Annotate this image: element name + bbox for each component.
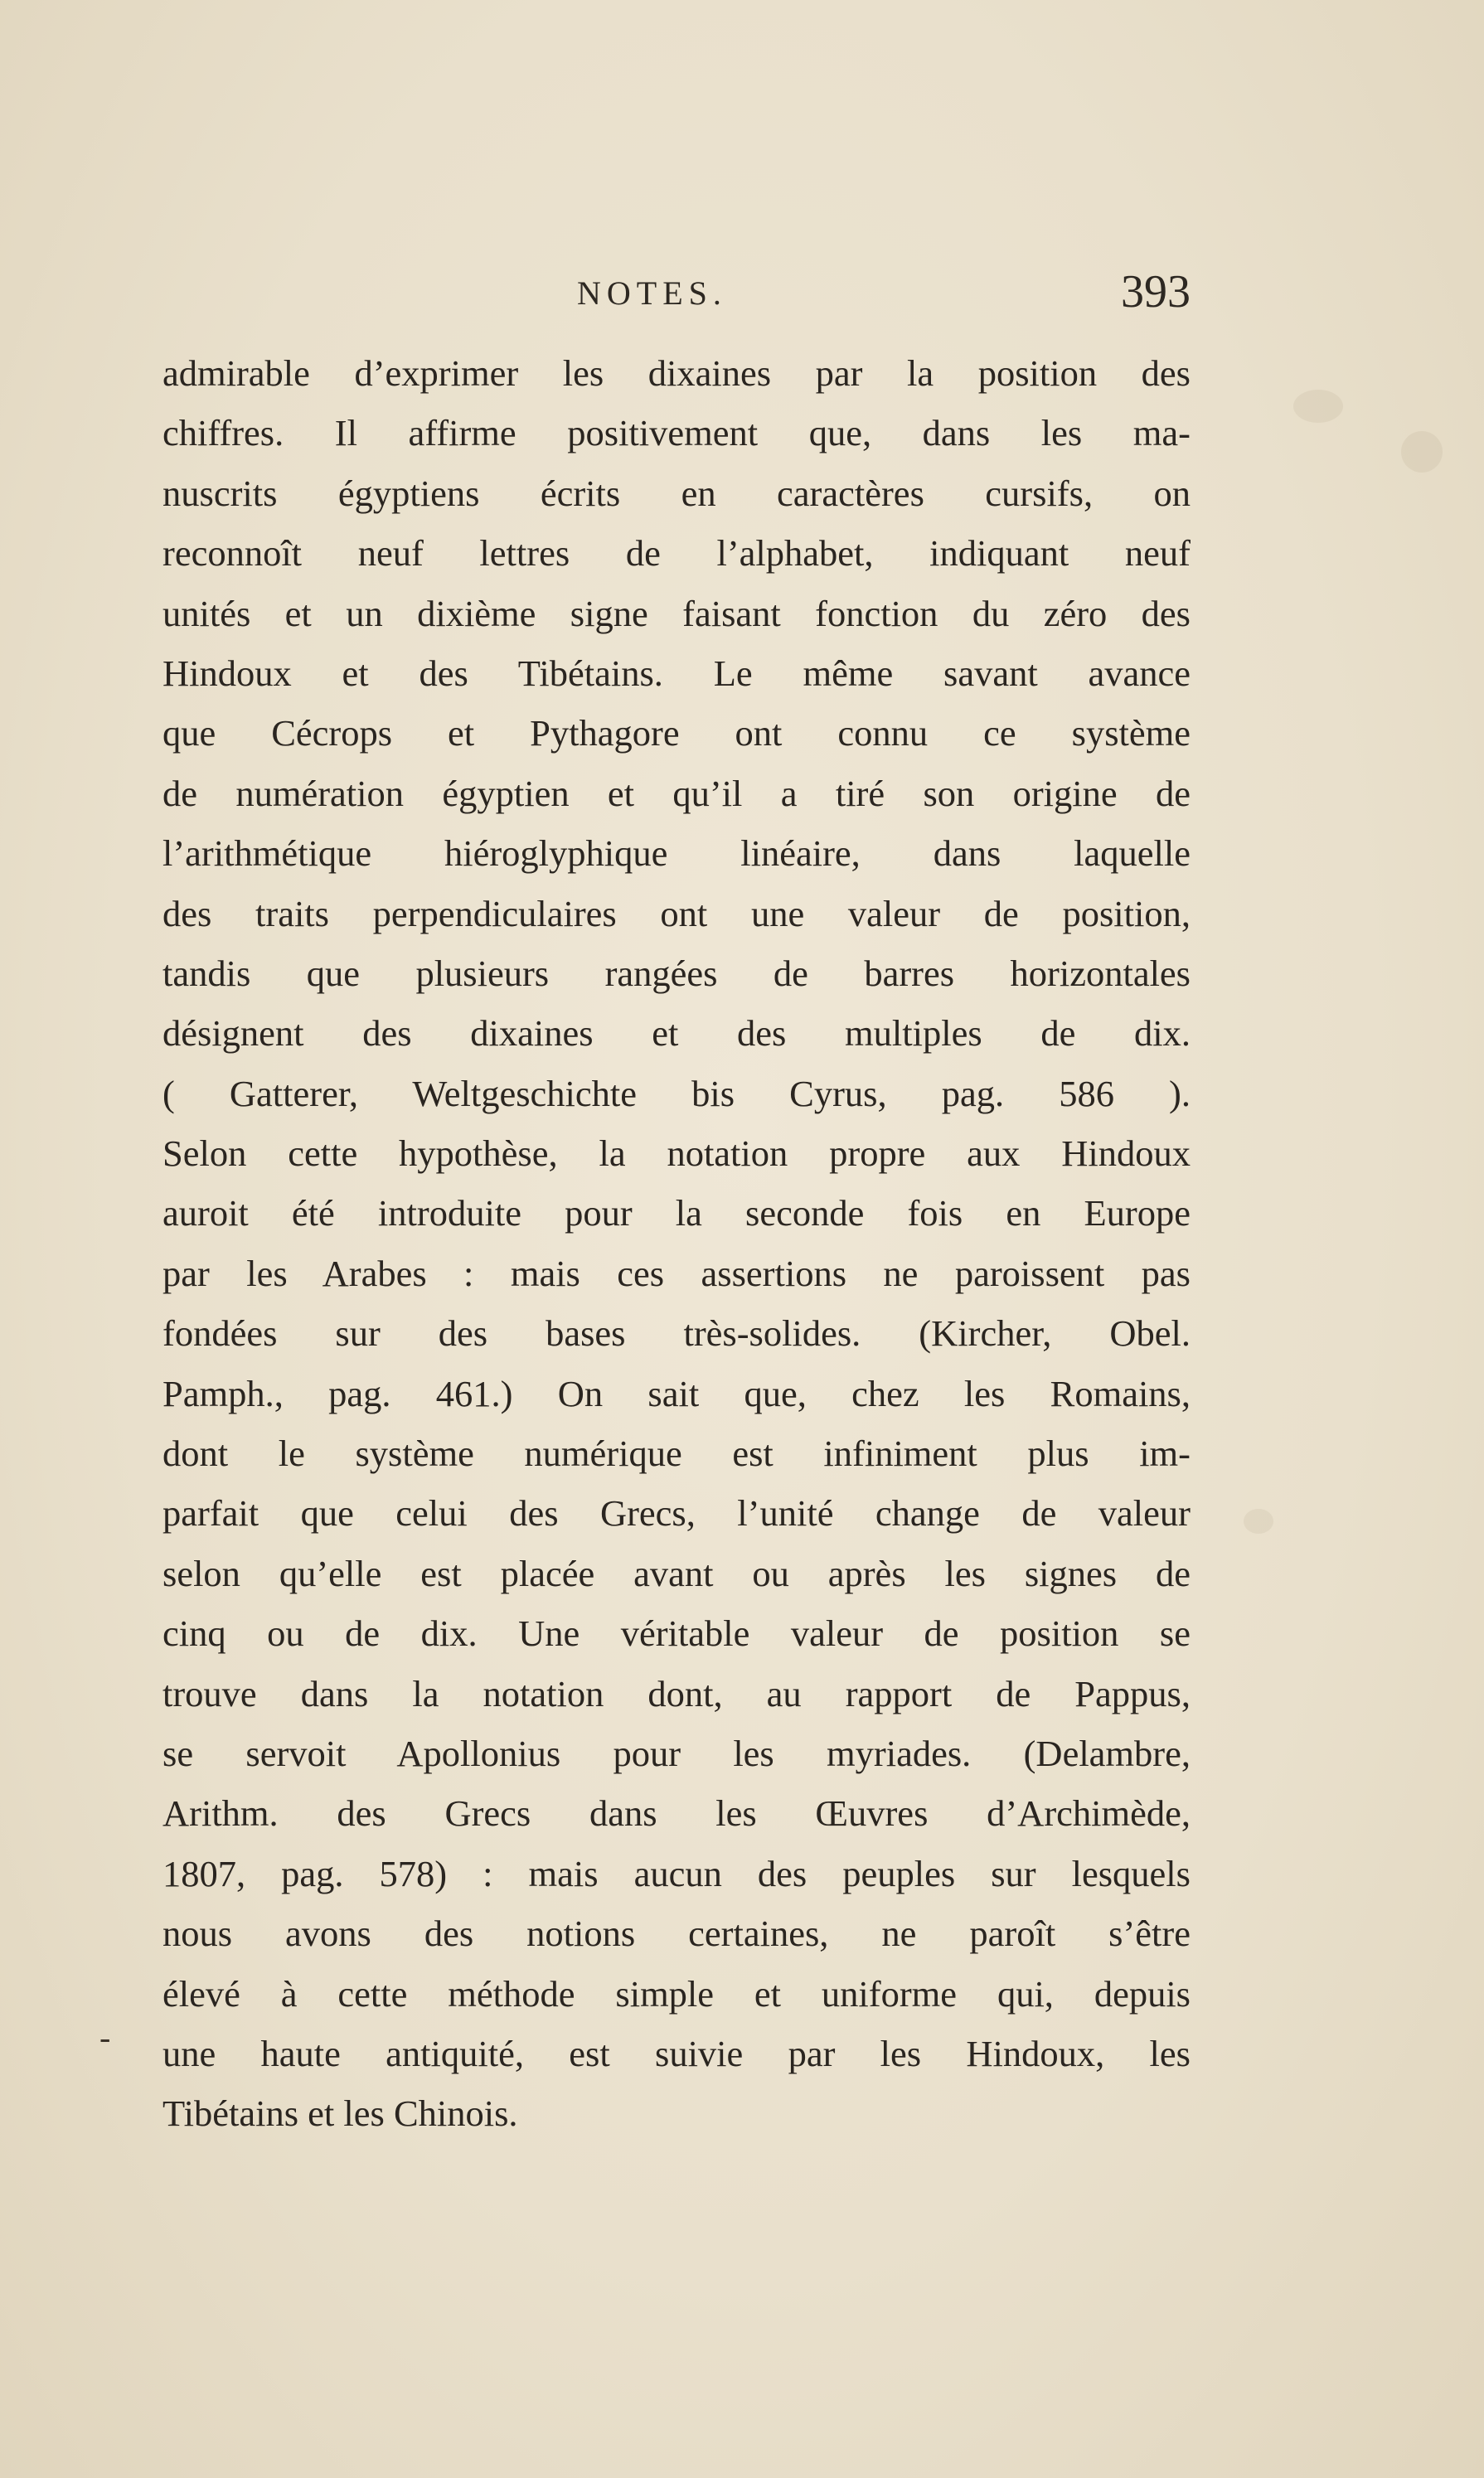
text-line: dont le système numérique est infiniment plus im- (162, 1433, 1191, 1475)
page-header (162, 266, 1191, 340)
margin-mark: - (99, 2019, 111, 2056)
paper-stain (1401, 431, 1443, 473)
text-line: se servoit Apollonius pour les myriades. (Delambre, (162, 1732, 1191, 1774)
text-line: fondées sur des bases très-solides. (Kircher, Obel. (162, 1312, 1191, 1355)
text-line: de numération égyptien et qu’il a tiré son origine de (162, 772, 1191, 814)
text-line: cinq ou de dix. Une véritable valeur de position se (162, 1612, 1191, 1655)
text-line: élevé à cette méthode simple et uniforme qui, depuis (162, 1972, 1191, 2015)
running-head: NOTES. (577, 274, 727, 312)
text-line: par les Arabes : mais ces assertions ne paroissent pas (162, 1252, 1191, 1294)
text-line: Tibétains et les Chinois. (162, 2092, 518, 2135)
text-line: Selon cette hypothèse, la notation propre aux Hindoux (162, 1132, 1191, 1175)
text-line: des traits perpendiculaires ont une valeur de position, (162, 892, 1191, 934)
text-line: parfait que celui des Grecs, l’unité change de valeur (162, 1492, 1191, 1535)
body-text (162, 343, 1191, 2144)
text-line: Pamph., pag. 461.) On sait que, chez les Romains, (162, 1372, 1191, 1414)
text-line: admirable d’exprimer les dixaines par la position des (162, 352, 1191, 394)
text-line: nous avons des notions certaines, ne paroît s’être (162, 1913, 1191, 1955)
text-line: 1807, pag. 578) : mais aucun des peuples sur lesquels (162, 1852, 1191, 1894)
paper-stain (1244, 1509, 1273, 1534)
text-line: trouve dans la notation dont, au rapport de Pappus, (162, 1672, 1191, 1714)
text-line: une haute antiquité, est suivie par les Hindoux, les (162, 2032, 1191, 2074)
text-line: reconnoît neuf lettres de l’alphabet, indiquant neuf (162, 532, 1191, 575)
text-line: nuscrits égyptiens écrits en caractères cursifs, on (162, 472, 1191, 514)
text-line: Arithm. des Grecs dans les Œuvres d’Archimède, (162, 1792, 1191, 1835)
text-line: Hindoux et des Tibétains. Le même savant avance (162, 652, 1191, 694)
text-line: que Cécrops et Pythagore ont connu ce système (162, 712, 1191, 754)
paper-stain (1293, 390, 1343, 423)
text-line: ( Gatterer, Weltgeschichte bis Cyrus, pag. 586 ). (162, 1072, 1191, 1114)
text-line: désignent des dixaines et des multiples de dix. (162, 1012, 1191, 1055)
text-line: auroit été introduite pour la seconde fois en Europe (162, 1192, 1191, 1234)
text-line: selon qu’elle est placée avant ou après les signes de (162, 1552, 1191, 1594)
text-line: unités et un dixième signe faisant fonction du zéro des (162, 592, 1191, 634)
page-number: 393 (1121, 266, 1191, 318)
text-line: tandis que plusieurs rangées de barres horizontales (162, 952, 1191, 994)
text-line: chiffres. Il affirme positivement que, dans les ma- (162, 412, 1191, 454)
text-line: l’arithmétique hiéroglyphique linéaire, dans laquelle (162, 832, 1191, 875)
